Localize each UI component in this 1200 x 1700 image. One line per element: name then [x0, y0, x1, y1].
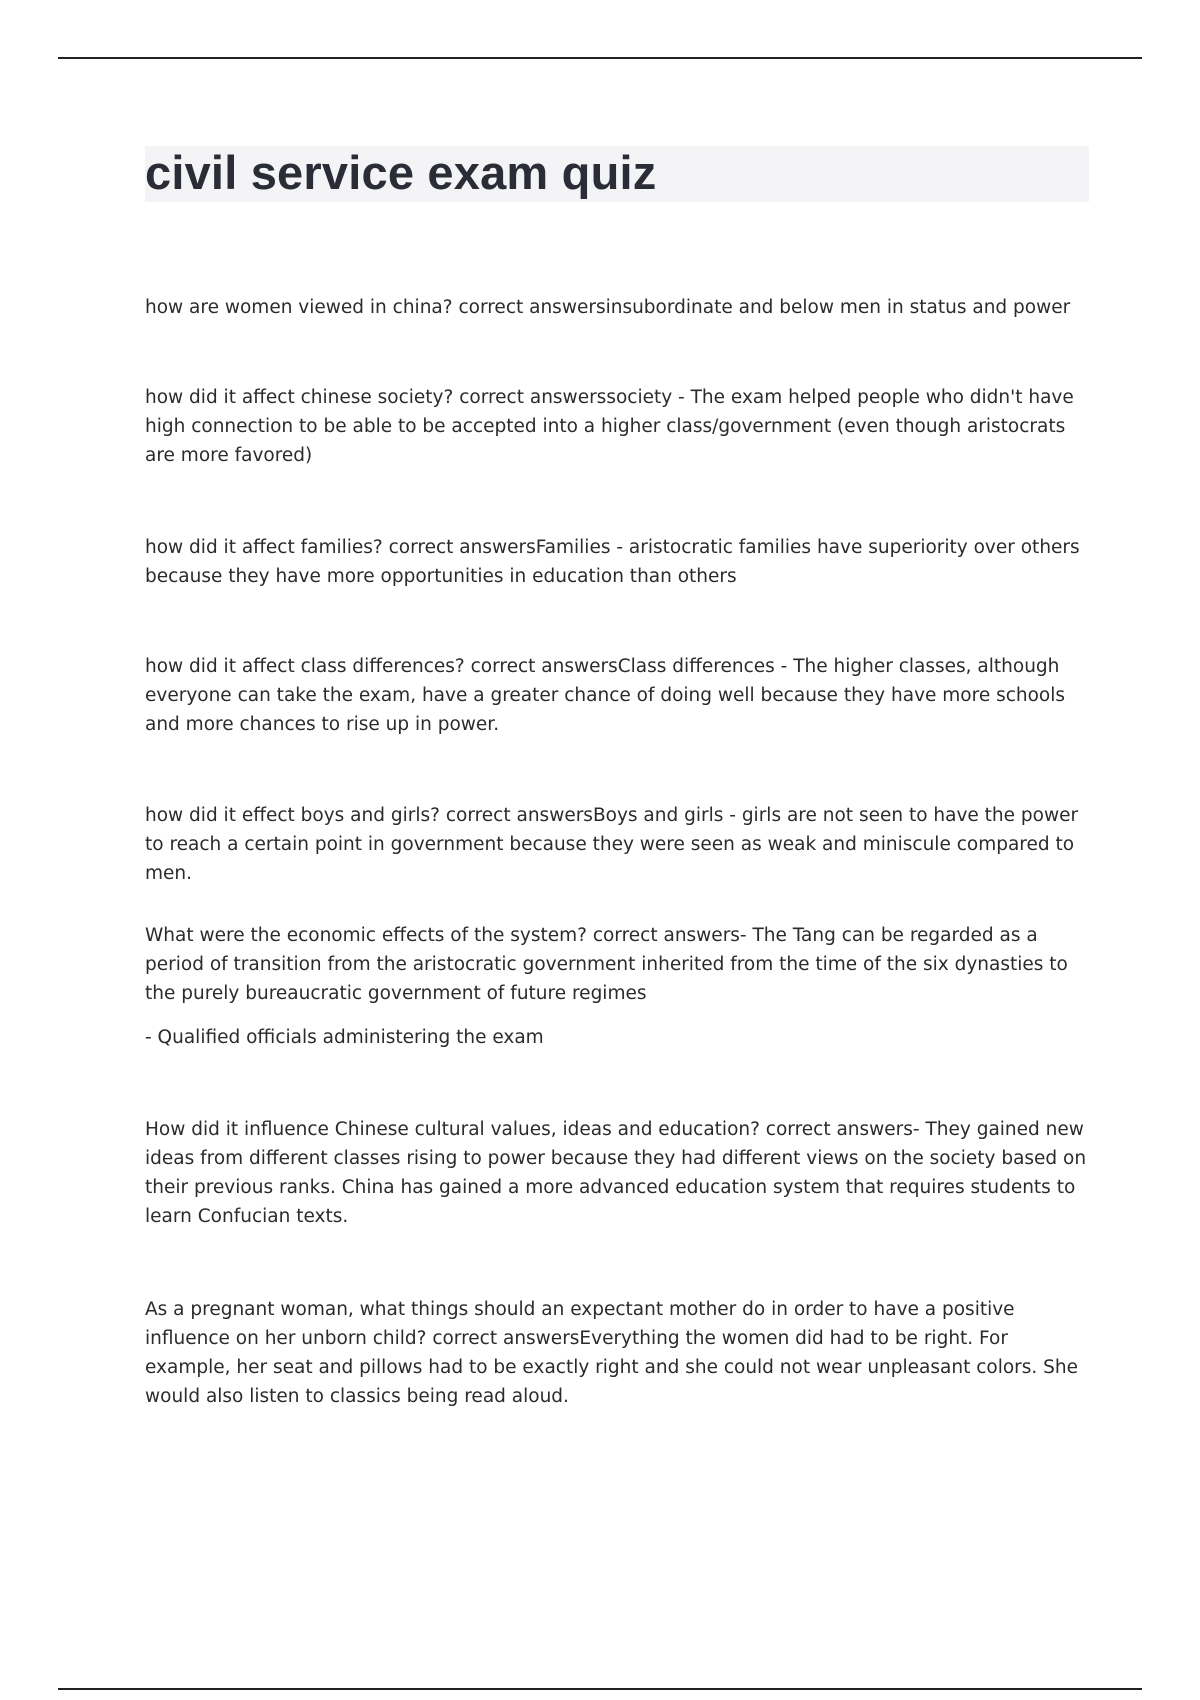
qa-text: As a pregnant woman, what things should an expectant mother do in order to have a positive influence on her unborn child? correct answersEverything the women did had to be right. For example, her seat and pillows had to be exactly right and she could not wear unpleasant colors. She would also listen to classics being read aloud. — [145, 1299, 1079, 1407]
qa-item — [145, 801, 1095, 888]
top-rule — [58, 57, 1142, 59]
qa-text: how did it effect boys and girls? correct answersBoys and girls - girls are not seen to have the power to reach a certain point in government because they were seen as weak and miniscule compared to men. — [145, 805, 1079, 884]
qa-item — [145, 652, 1095, 739]
qa-item — [145, 293, 1095, 322]
qa-text-bullet: - Qualified officials administering the exam — [145, 1027, 544, 1048]
page-title: civil service exam quiz — [145, 146, 657, 199]
qa-item — [145, 1295, 1095, 1411]
qa-item — [145, 1115, 1095, 1231]
qa-text: How did it influence Chinese cultural values, ideas and education? correct answers- They gained new ideas from different classes rising to power because they had different views on the society based on their previous ranks. China has gained a more advanced education system that requires students to learn Confucian texts. — [145, 1119, 1087, 1227]
qa-text: how did it affect chinese society? correct answerssociety - The exam helped people who didn't have high connection to be able to be accepted into a higher class/government (even though aristocrats are more favored) — [145, 387, 1074, 466]
qa-text: What were the economic effects of the system? correct answers- The Tang can be regarded as a period of transition from the aristocratic government inherited from the time of the six dynasties to the purely bureaucratic government of future regimes — [145, 925, 1068, 1004]
qa-item — [145, 533, 1095, 591]
qa-text: how are women viewed in china? correct answersinsubordinate and below men in status and power — [145, 297, 1071, 318]
bottom-rule — [58, 1688, 1142, 1690]
qa-text: how did it affect class differences? correct answersClass differences - The higher classes, although everyone can take the exam, have a greater chance of doing well because they have more schools and more chances to rise up in power. — [145, 656, 1066, 735]
qa-text: how did it affect families? correct answersFamilies - aristocratic families have superiority over others because they have more opportunities in education than others — [145, 537, 1080, 587]
qa-item — [145, 921, 1095, 1052]
qa-item — [145, 383, 1095, 470]
